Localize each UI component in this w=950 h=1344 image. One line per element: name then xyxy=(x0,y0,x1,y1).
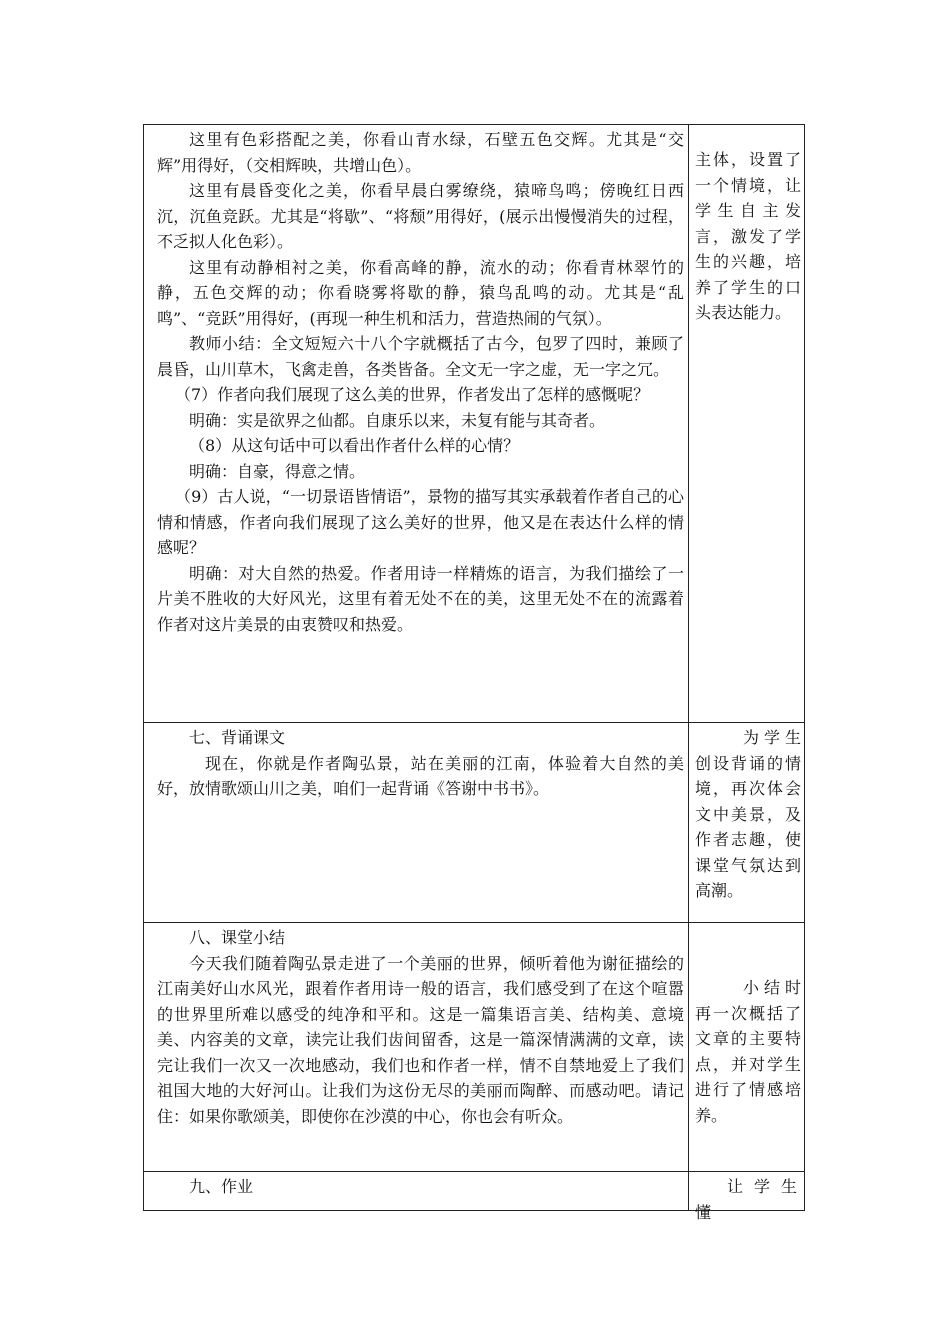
paragraph: （8）从这句话中可以看出作者什么样的心情？ xyxy=(189,436,520,455)
paragraph: 明确：实是欲界之仙都。自康乐以来，未复有能与其奇者。 xyxy=(189,410,606,430)
paragraph: 今天我们随着陶弘景走进了一个美丽的世界，倾听着他为谢征描绘的江南美好山水风光，跟着作者用诗一般的语言，我们感受到了在这个喧嚣的世界里所难以感受的纯净和平和。这是一篇集语言美、结构美、意境美、内容美的文章，读完让我们齿间留香，这是一篇深情满满的文章，读完让我们一次又一次地感动，我们也和作者一样，情不自禁地爱上了我们祖国大地的大好河山。让我们为这份无尽的美丽而陶醉、而感动吧。请记住：如果你歌颂美，即使你在沙漠的中心，你也会有听众。 xyxy=(157,953,684,1126)
paragraph: 这里有色彩搭配之美，你看山青水绿，石壁五色交辉。尤其是“交辉”用得好，（交相辉映，共增山色）。 xyxy=(157,130,684,175)
row-4-main xyxy=(157,1174,684,1200)
paragraph: 明确：自豪，得意之情。 xyxy=(189,461,366,481)
column-divider xyxy=(688,125,689,1210)
paragraph: 教师小结：全文短短六十八个字就概括了古今，包罗了四时，兼顾了晨昏，山川草木，飞禽走兽，各类皆备。全文无一字之虚，无一字之冗。 xyxy=(157,334,684,379)
row-4-comment xyxy=(695,1174,801,1225)
paragraph: 明确：对大自然的热爱。作者用诗一样精炼的语言，为我们描绘了一片美不胜收的大好风光，这里有着无处不在的美，这里无处不在的流露着作者对这片美景的由衷赞叹和热爱。 xyxy=(157,563,684,634)
comment-text: 主体，设置了一个情境，让学生自主发言，激发了学生的兴趣，培养了学生的口头表达能力。 xyxy=(695,150,801,322)
row-1-comment xyxy=(695,147,801,326)
section-heading: 七、背诵课文 xyxy=(189,728,286,747)
row-3-main xyxy=(157,925,684,1129)
row-3-comment xyxy=(695,975,801,1128)
comment-text: 小结时再一次概括了文章的主要特点，并对学生进行了情感培养。 xyxy=(695,978,801,1125)
row-divider xyxy=(144,1171,804,1172)
paragraph: （9）古人说，“一切景语皆情语”，景物的描写其实承载着作者自己的心情和情感，作者向我们展现了这么美好的世界，他又是在表达什么样的情感呢？ xyxy=(157,487,684,557)
section-heading: 八、课堂小结 xyxy=(189,928,286,947)
paragraph: 现在，你就是作者陶弘景，站在美丽的江南，体验着大自然的美好，放情歌颂山川之美，咱们一起背诵《答谢中书书》。 xyxy=(157,753,684,798)
comment-text: 让学生懂 xyxy=(695,1177,801,1222)
paragraph: 这里有晨昏变化之美，你看早晨白雾缭绕，猿啼鸟鸣；傍晚红日西沉，沉鱼竞跃。尤其是“将歇”、“将颓”用得好，(展示出慢慢消失的过程，不乏拟人化色彩）。 xyxy=(157,181,684,251)
paragraph: 这里有动静相衬之美，你看高峰的静，流水的动；你看青林翠竹的静，五色交辉的动；你看晓雾将歇的静，猿鸟乱鸣的动。尤其是“乱鸣”、“竞跃”用得好，(再现一种生机和活力，营造热闹的气氛）。 xyxy=(157,257,684,328)
row-divider xyxy=(144,722,804,723)
row-2-main xyxy=(157,725,684,802)
section-heading: 九、作业 xyxy=(189,1177,254,1196)
comment-text: 为学生创设背诵的情境，再次体会文中美景，及作者志趣，使课堂气氛达到高潮。 xyxy=(695,728,801,900)
row-1-main xyxy=(157,127,684,637)
row-divider xyxy=(144,922,804,923)
paragraph: （7）作者向我们展现了这么美的世界，作者发出了怎样的感慨呢？ xyxy=(175,385,650,404)
row-2-comment xyxy=(695,725,801,904)
lesson-plan-table xyxy=(143,124,805,1222)
